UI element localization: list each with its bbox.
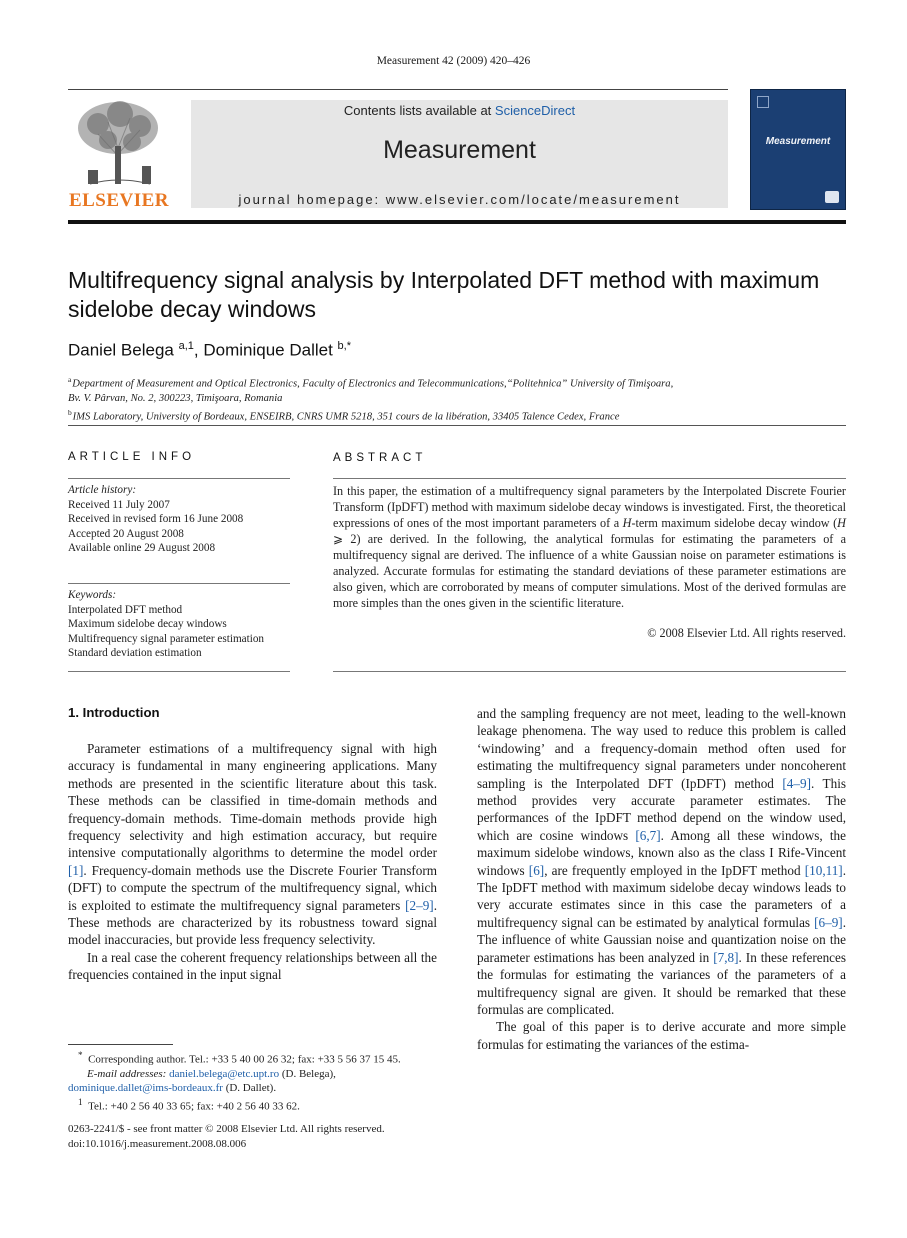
citation-link[interactable]: [1] (68, 862, 84, 878)
history-label: Article history: (68, 484, 137, 496)
keyword: Multifrequency signal parameter estimation (68, 632, 265, 645)
history-item: Received in revised form 16 June 2008 (68, 513, 244, 525)
paragraph: and the sampling frequency are not meet, leading to the well-known leakage phenomena. The way used to reduce this problem is called ‘windowing’ and a frequency-domain method often used for estimating the multifrequency signal parameters under noncoherent sampling is the Interpolated DFT (IpDFT) method [4–9]. This method provides very accurate parameter estimates. The performances of the IpDFT method depend on the window used, which are cosine windows [6,7]. Among all these windows, the maximum sidelobe windows, known also as the class I Rife-Vincent windows [6], are frequently employed in the IpDFT method [10,11]. The IpDFT method with maximum sidelobe decay windows leads to very accurate estimates since in this case the parameters of a multifrequency signal can be estimated by analytical formulas [6–9]. The influence of white Gaussian noise and quantization noise on the parameter estimations has been analyzed in [7,8]. In these references the formulas for estimating the variances of the parameters of a multifrequency signal are given. It should be remarked that these formulas are complicated. (477, 706, 847, 1017)
affiliation-line (68, 373, 858, 392)
footnotes (68, 1048, 437, 1114)
article-info-rule (68, 478, 290, 479)
left-column (68, 740, 437, 984)
header-top-rule (68, 89, 728, 90)
article-title: Multifrequency signal analysis by Interpolated DFT method with maximum sidelobe decay windows (68, 267, 820, 322)
contents-prefix: Contents lists available at (343, 103, 495, 118)
author-list (68, 340, 848, 361)
article-history (68, 483, 298, 556)
abstract-rule (333, 478, 846, 479)
citation-link[interactable]: [10,11] (804, 862, 843, 878)
introduction-heading: 1. Introduction (68, 705, 160, 720)
paragraph: The goal of this paper is to derive accurate and more simple formulas for estimating the variances of the estima- (477, 1019, 846, 1052)
citation-link[interactable]: [6–9] (814, 914, 843, 930)
footnote-1: $^1$ Tel.: +40 2 56 40 33 65; fax: +40 2 56 40 33 62. (78, 1097, 300, 1113)
issn-line: 0263-2241/$ - see front matter © 2008 Elsevier Ltd. All rights reserved. (68, 1123, 385, 1135)
copyright-notice: © 2008 Elsevier Ltd. All rights reserved. (647, 626, 846, 640)
affiliation-mark: a (68, 375, 72, 384)
citation-link[interactable]: [2–9] (405, 897, 434, 913)
history-item: Received 11 July 2007 (68, 498, 170, 511)
keyword: Interpolated DFT method (68, 603, 183, 616)
author-name: Dominique Dallet (203, 340, 333, 360)
footnote-corresponding: * Corresponding author. Tel.: +33 5 40 00 26 32; fax: +33 5 56 37 15 45. (78, 1050, 401, 1066)
elsevier-tree-icon (68, 96, 170, 188)
cover-logo-icon (757, 96, 769, 108)
article-info-bottom-rule (68, 671, 290, 672)
abstract-part: -term maximum sidelobe decay window ( (631, 516, 838, 530)
abstract-math: H (622, 516, 632, 530)
doi-line[interactable]: doi:10.1016/j.measurement.2008.08.006 (68, 1137, 247, 1150)
citation-link[interactable]: [7,8] (713, 949, 739, 965)
publisher-wordmark: ELSEVIER (68, 190, 170, 211)
journal-name: Measurement (383, 136, 536, 164)
history-item: Accepted 20 August 2008 (68, 527, 184, 540)
abstract-text (333, 483, 846, 611)
abstract-math: H (837, 516, 846, 530)
footnote-rule (68, 1044, 173, 1045)
author-name: Daniel Belega (68, 340, 174, 360)
affiliation-text: Department of Measurement and Optical Electronics, Faculty of Electronics and Telecommunications,“Politehnica” University of Timişoara, (72, 378, 674, 390)
affiliation-line (68, 392, 858, 406)
keywords-label: Keywords: (68, 589, 117, 601)
affiliation-text: Bv. V. Pârvan, No. 2, 300223, Timişoara, Romania (68, 392, 283, 404)
footnote-mark: 1 (78, 1097, 83, 1108)
author-separator: , (193, 340, 204, 360)
history-item: Available online 29 August 2008 (68, 542, 216, 554)
cover-badge-icon (825, 191, 839, 203)
elsevier-logo (68, 96, 170, 212)
journal-citation: Measurement 42 (2009) 420–426 (376, 55, 531, 67)
affiliation-line (68, 406, 858, 425)
journal-banner (191, 100, 728, 208)
affiliations (68, 373, 858, 424)
abstract-bottom-rule (333, 671, 846, 672)
keywords (68, 588, 298, 661)
affiliation-mark: b (68, 407, 72, 417)
header-bottom-rule (68, 220, 846, 224)
front-matter-footer (68, 1122, 468, 1151)
abstract-part: In this paper, the estimation of a multifrequency signal parameters by the Interpolated Discrete Fourier Transform (IpDFT) method with maximum sidelobe decay windows is investigated. First, the theoretical expressions of ones of the most important parameters of a (333, 484, 846, 530)
email-link[interactable]: dominique.dallet@ims-bordeaux.fr (68, 1082, 223, 1095)
sciencedirect-link[interactable]: ScienceDirect (494, 103, 576, 118)
citation-link[interactable]: [6,7] (635, 827, 661, 843)
journal-homepage[interactable]: journal homepage: www.elsevier.com/locate/measurement (238, 192, 681, 207)
email-link[interactable]: daniel.belega@etc.upt.ro (169, 1067, 280, 1080)
article-info-rule (68, 583, 290, 584)
abstract-heading: ABSTRACT (333, 452, 427, 464)
abstract-part: ⩾ 2) are derived. In the following, the analytical formulas for estimating the parameters of a multifrequency signal are derived. The influence of a white Gaussian noise on parameter estimations is analyzed. Accurate formulas for estimating the standard deviations of these parameter estimations are also given, which are corroborated by means of computer simulations. Most of the derived formulas are more simples than the ones given in the scientific literature. (333, 532, 846, 610)
keyword: Standard deviation estimation (68, 647, 202, 659)
journal-cover-thumbnail (750, 89, 846, 210)
affiliation-text: IMS Laboratory, University of Bordeaux, ENSEIRB, CNRS UMR 5218, 351 cours de la libération, 33405 Talence Cedex, France (72, 411, 620, 423)
paragraph: Parameter estimations of a multifrequency signal with high accuracy is fundamental in many engineering applications. Many methods are presented in the scientific literature about this task. These methods can be classified in time-domain methods and frequency-domain methods. Time-domain methods provide high frequency selectivity and high estimation accuracy, but require intensive computationally algorithms to determine the model order [1]. Frequency-domain methods use the Discrete Fourier Transform (DFT) to compute the spectrum of the multifrequency signal, which is exploited to estimate the multifrequency signal parameters [2–9]. These methods are characterized by its robustness toward signal model inaccuracies, but provide less frequency selectivity. (68, 741, 437, 948)
author-affiliation-mark[interactable]: b,* (337, 340, 351, 352)
paragraph: In a real case the coherent frequency relationships between all the frequencies contained in the input signal (68, 949, 437, 983)
right-column (477, 705, 846, 1053)
footnote-emails: E-mail addresses: daniel.belega@etc.upt.ro (D. Belega), dominique.dallet@ims-bordeaux.fr (D. Dallet). (68, 1067, 336, 1095)
citation-link[interactable]: [4–9] (782, 775, 811, 791)
citation-link[interactable]: [6] (528, 862, 545, 878)
front-matter-rule (68, 425, 846, 426)
keyword: Maximum sidelobe decay windows (68, 618, 227, 630)
contents-line (191, 103, 728, 118)
article-info-heading: ARTICLE INFO (68, 451, 196, 463)
author-affiliation-mark[interactable]: a,1 (178, 340, 194, 352)
footnote-mark: * (78, 1050, 83, 1060)
cover-title: Measurement (765, 136, 831, 147)
